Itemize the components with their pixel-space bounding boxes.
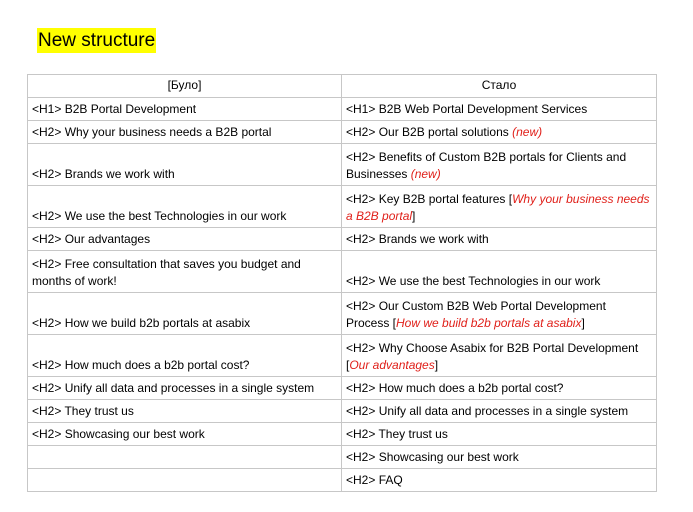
cell-old: <H2> Why your business needs a B2B portal xyxy=(28,121,342,144)
table-row xyxy=(28,144,657,186)
cell-new-text: <H2> How much does a b2b portal cost? xyxy=(346,381,564,395)
cell-new-text: <H2> Our B2B portal solutions xyxy=(346,125,513,139)
cell-old: <H2> They trust us xyxy=(28,400,342,423)
table-row xyxy=(28,335,657,377)
cell-new xyxy=(342,423,657,446)
cell-new-suffix: ] xyxy=(581,316,585,330)
cell-new-note: Our advantages xyxy=(349,358,435,372)
cell-old: <H1> B2B Portal Development xyxy=(28,98,342,121)
cell-new-text: <H2> Benefits of Custom B2B portals for Clients and Businesses xyxy=(346,150,627,181)
cell-old: <H2> How much does a b2b portal cost? xyxy=(28,335,342,377)
cell-new xyxy=(342,186,657,228)
table-header-row xyxy=(28,75,657,98)
cell-new-text: <H2> Our Custom B2B Web Portal Development Process [ xyxy=(346,299,606,330)
cell-old: <H2> We use the best Technologies in our work xyxy=(28,186,342,228)
cell-new-suffix: ] xyxy=(412,209,416,223)
cell-new xyxy=(342,144,657,186)
cell-new-note: How we build b2b portals at asabix xyxy=(396,316,582,330)
cell-new-text: <H2> They trust us xyxy=(346,427,448,441)
cell-new-note: Why your business needs a B2B portal xyxy=(346,192,650,223)
table-row xyxy=(28,228,657,251)
cell-new xyxy=(342,377,657,400)
cell-new-note: (new) xyxy=(512,125,543,139)
cell-new-text: <H2> Key B2B portal features [ xyxy=(346,192,513,206)
cell-old xyxy=(28,469,342,492)
cell-new xyxy=(342,446,657,469)
cell-new xyxy=(342,121,657,144)
cell-new-note: (new) xyxy=(410,167,441,181)
header-old: [Було] xyxy=(28,75,342,98)
table-row xyxy=(28,423,657,446)
table-row xyxy=(28,251,657,293)
cell-old: <H2> Brands we work with xyxy=(28,144,342,186)
cell-new-text: <H2> Why Choose Asabix for B2B Portal Development [ xyxy=(346,341,639,372)
cell-new xyxy=(342,228,657,251)
cell-new-text: <H1> B2B Web Portal Development Services xyxy=(346,102,588,116)
cell-new-text: <H2> FAQ xyxy=(346,473,403,487)
cell-old: <H2> Our advantages xyxy=(28,228,342,251)
header-new: Стало xyxy=(342,75,657,98)
cell-new-text: <H2> Showcasing our best work xyxy=(346,450,519,464)
table-row xyxy=(28,400,657,423)
cell-old: <H2> How we build b2b portals at asabix xyxy=(28,293,342,335)
table-row xyxy=(28,98,657,121)
cell-new-text: <H2> Unify all data and processes in a single system xyxy=(346,404,629,418)
cell-old xyxy=(28,446,342,469)
cell-new-suffix: ] xyxy=(434,358,439,372)
table-row xyxy=(28,377,657,400)
structure-table xyxy=(27,74,657,492)
cell-old: <H2> Free consultation that saves you budget and months of work! xyxy=(28,251,342,293)
table-row xyxy=(28,469,657,492)
cell-new xyxy=(342,251,657,293)
cell-new-text: <H2> We use the best Technologies in our work xyxy=(346,274,601,288)
cell-old: <H2> Unify all data and processes in a single system xyxy=(28,377,342,400)
table-row xyxy=(28,186,657,228)
cell-new xyxy=(342,98,657,121)
cell-new xyxy=(342,335,657,377)
cell-new-text: <H2> Brands we work with xyxy=(346,232,489,246)
cell-new xyxy=(342,293,657,335)
cell-old: <H2> Showcasing our best work xyxy=(28,423,342,446)
cell-new xyxy=(342,469,657,492)
page-title: New structure xyxy=(38,30,156,51)
table-row xyxy=(28,121,657,144)
cell-new xyxy=(342,400,657,423)
table-row xyxy=(28,293,657,335)
table-row xyxy=(28,446,657,469)
